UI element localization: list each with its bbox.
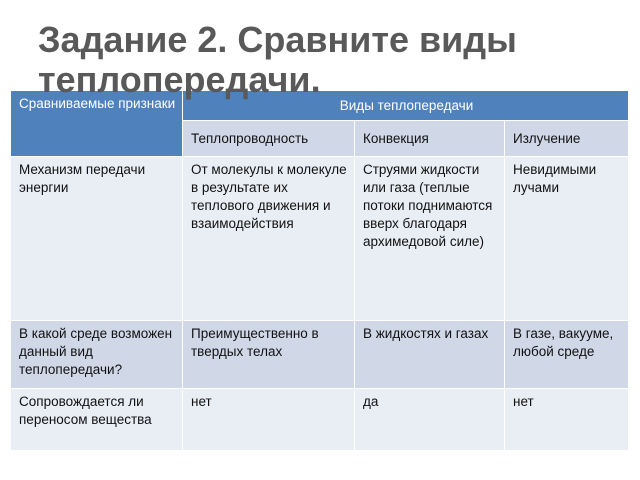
- table-cell: нет: [183, 389, 355, 451]
- header-group-text: Виды теплопередачи: [339, 97, 474, 113]
- column-header-conduction: [183, 121, 355, 157]
- table-cell: нет: [505, 389, 629, 451]
- table-cell: Преимущественно в твердых телах: [183, 321, 355, 389]
- row-label: Механизм передачи энергии: [11, 157, 183, 321]
- table-cell: да: [355, 389, 505, 451]
- row-label: Сопровождается ли переносом вещества: [11, 389, 183, 451]
- header-corner-text: Сравниваемые признаки: [19, 96, 176, 111]
- comparison-table: [10, 90, 629, 451]
- table-row-matter-transfer: [11, 389, 629, 451]
- column-header-text: Излучение: [513, 130, 581, 146]
- column-header-convection: [355, 121, 505, 157]
- row-label: В какой среде возможен данный вид теплопередачи?: [11, 321, 183, 389]
- table-cell: От молекулы к молекуле в результате их теплового движения и взаимодействия: [183, 157, 355, 321]
- slide-title: Задание 2. Сравните виды теплопередачи.: [38, 19, 517, 100]
- table-cell: В газе, вакууме, любой среде: [505, 321, 629, 389]
- table-cell: Невидимыми лучами: [505, 157, 629, 321]
- table-row-mechanism: [11, 157, 629, 321]
- table-cell: В жидкостях и газах: [355, 321, 505, 389]
- column-header-text: Теплопроводность: [191, 130, 309, 146]
- column-header-radiation: [505, 121, 629, 157]
- table-row-medium: [11, 321, 629, 389]
- watermark: PPt4WEB.ru: [492, 450, 626, 475]
- column-header-text: Конвекция: [363, 130, 429, 146]
- header-corner-cell: [11, 91, 183, 157]
- table-cell: Струями жидкости или газа (теплые потоки поднимаются вверх благодаря архимедовой силе): [355, 157, 505, 321]
